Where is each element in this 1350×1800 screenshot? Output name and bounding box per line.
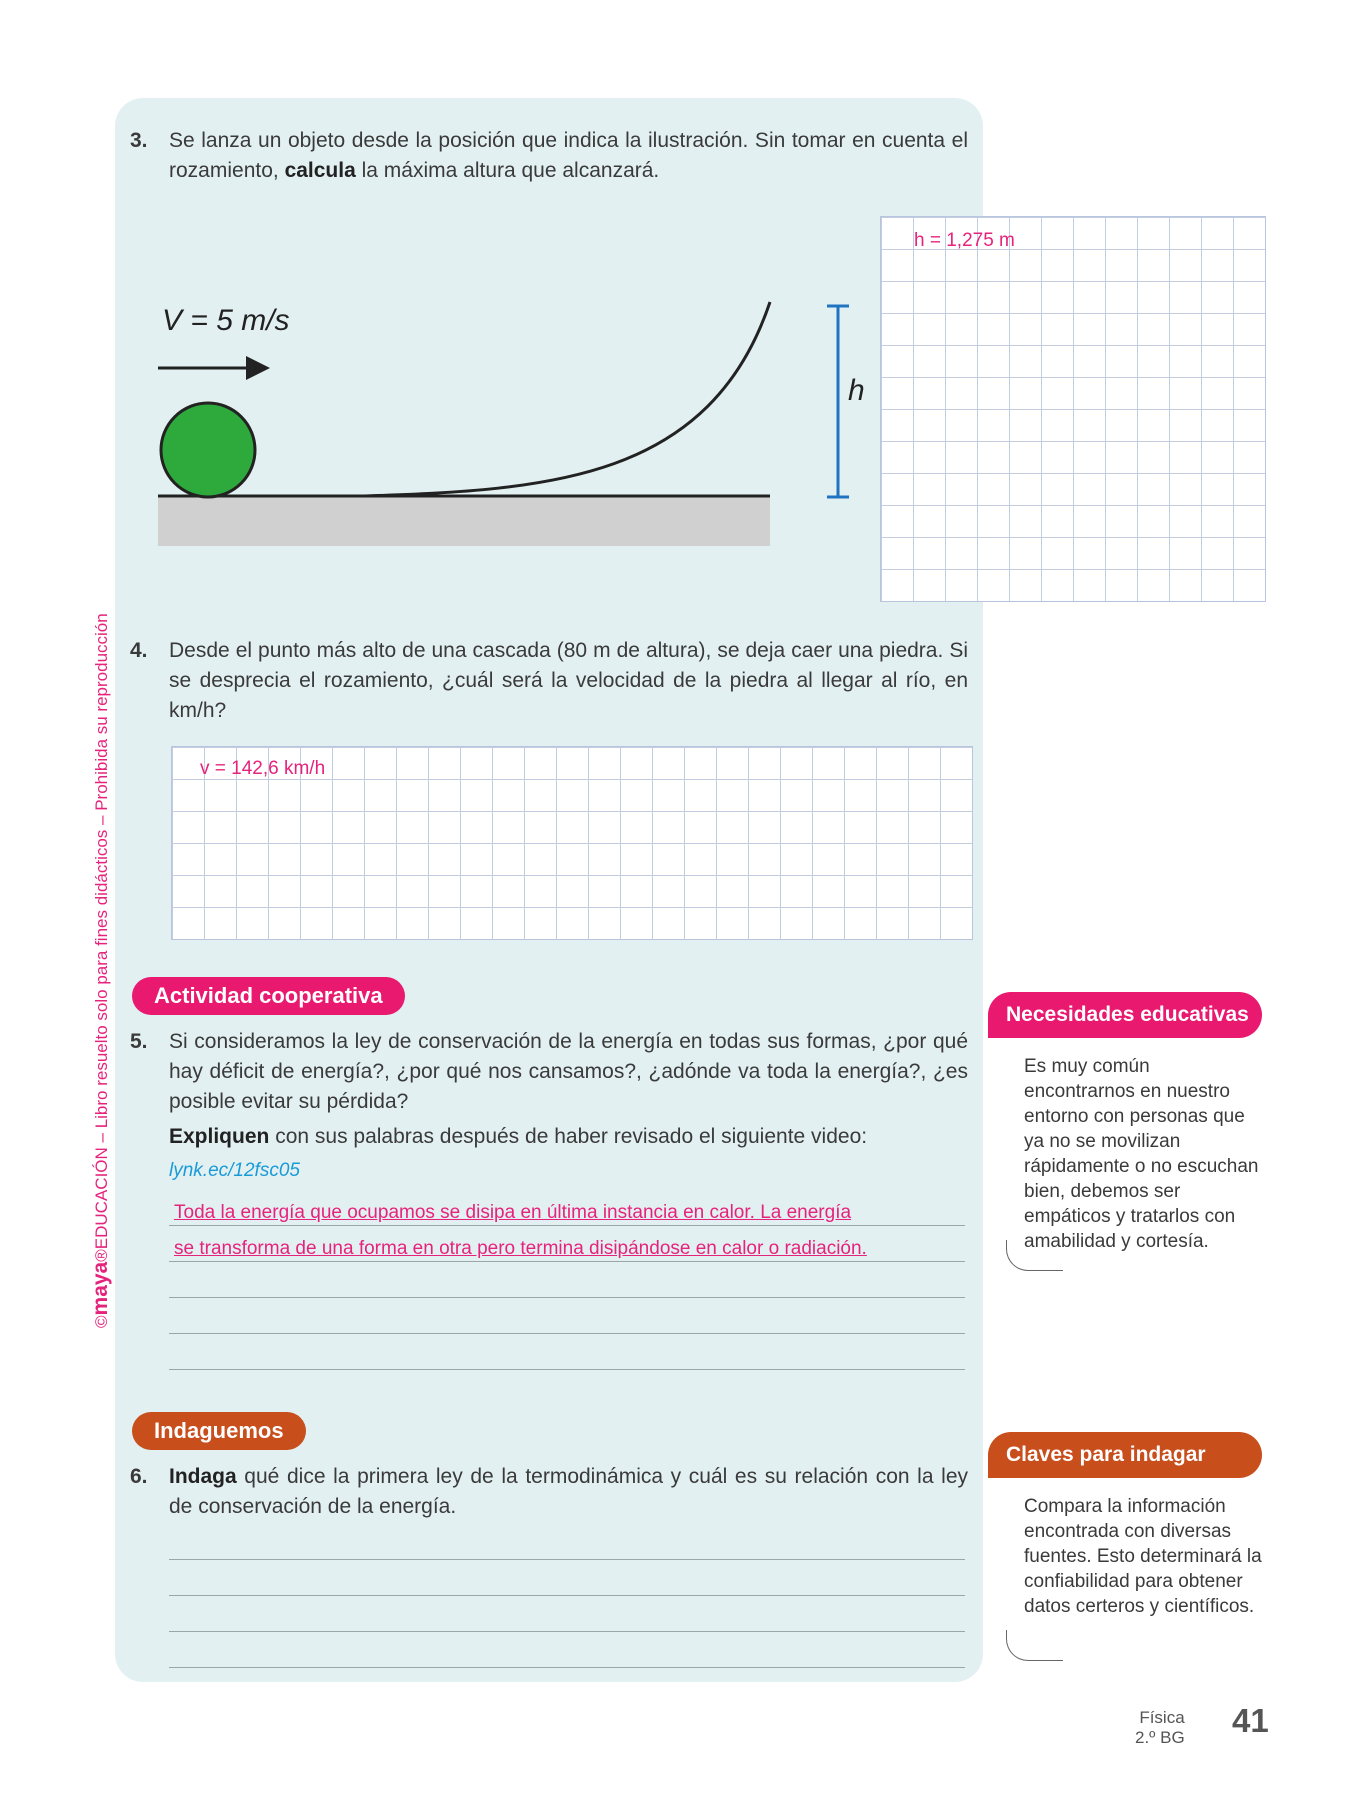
- answer-line[interactable]: [169, 1667, 965, 1668]
- keyword-calcula: calcula: [284, 159, 356, 182]
- question-4: [130, 636, 968, 732]
- answer-q5-line-2: se transforma de una forma en otra pero termina disipándose en calor o radiación.: [174, 1238, 867, 1259]
- page-number: 41: [1232, 1702, 1269, 1739]
- footer-subject: [1135, 1708, 1185, 1748]
- inquiry-label: Indaguemos: [132, 1412, 306, 1450]
- ground-block: [158, 496, 770, 546]
- height-label: h: [848, 374, 865, 407]
- registered-symbol: ®: [92, 1249, 111, 1262]
- question-number: 5.: [130, 1030, 148, 1053]
- subject-level: 2.º BG: [1135, 1728, 1185, 1747]
- inquiry-keys-corner: [1006, 1630, 1063, 1661]
- video-link[interactable]: lynk.ec/12fsc05: [169, 1160, 300, 1181]
- velocity-arrow-head: [246, 356, 270, 380]
- answer-line[interactable]: [169, 1631, 965, 1632]
- cooperative-activity-label: Actividad cooperativa: [132, 977, 405, 1015]
- velocity-label: V = 5 m/s: [162, 304, 290, 337]
- subject-name: Física: [1139, 1708, 1185, 1727]
- answer-q4: v = 142,6 km/h: [200, 758, 326, 779]
- ball: [161, 403, 255, 497]
- question-text: Se lanza un objeto desde la posición que indica la ilustración. Sin tomar en cuenta el rozamiento, calcula la máxima altura que alcanzará.: [169, 129, 968, 182]
- answer-line[interactable]: [169, 1559, 965, 1560]
- question-text: Indaga qué dice la primera ley de la termodinámica y cuál es su relación con la ley de conservación de la energía.: [169, 1465, 968, 1518]
- copyright-symbol: ©: [92, 1315, 111, 1328]
- special-needs-body: Es muy común encontrarnos en nuestro entorno con personas que ya no se movilizan rápidamente o no escuchan bien, debemos ser empáticos y tratarlos con amabilidad y cortesía.: [1024, 1056, 1259, 1252]
- ramp-curve: [365, 302, 770, 496]
- inquiry-keys-title: Claves para indagar: [988, 1432, 1262, 1478]
- question-5: [130, 1027, 968, 1119]
- question-number: 6.: [130, 1465, 148, 1488]
- answer-line[interactable]: [169, 1261, 965, 1262]
- height-bar: [827, 306, 849, 497]
- question-6: [130, 1462, 968, 1528]
- notice-text: EDUCACIÓN – Libro resuelto solo para fines didácticos – Prohibida su reproducción: [92, 613, 111, 1250]
- special-needs-corner: [1006, 1240, 1063, 1271]
- answer-line[interactable]: [169, 1369, 965, 1370]
- question-text: Desde el punto más alto de una cascada (80 m de altura), se deja caer una piedra. Si se desprecia el rozamiento, ¿cuál será la velocidad de la piedra al llegar al río, en km/h?: [169, 639, 968, 722]
- keyword-expliquen: Expliquen: [169, 1125, 270, 1148]
- inquiry-keys-body: Compara la información encontrada con diversas fuentes. Esto determinará la confiabilidad para obtener datos certeros y científicos.: [1024, 1496, 1262, 1617]
- answer-line[interactable]: [169, 1595, 965, 1596]
- answer-line[interactable]: [169, 1333, 965, 1334]
- answer-q3: h = 1,275 m: [914, 230, 1015, 251]
- question-3: [130, 126, 968, 192]
- answer-grid-q3[interactable]: [880, 216, 1266, 602]
- answer-q5-line-1: Toda la energía que ocupamos se disipa en última instancia en calor. La energía: [174, 1202, 852, 1223]
- answer-line[interactable]: [169, 1225, 965, 1226]
- brand-logo: maya: [89, 1261, 112, 1316]
- keyword-indaga: Indaga: [169, 1465, 237, 1488]
- question-5-instruction: Expliquen con sus palabras después de haber revisado el siguiente video:: [169, 1125, 868, 1148]
- answer-line[interactable]: [169, 1297, 965, 1298]
- question-text: Si consideramos la ley de conservación de la energía en todas sus formas, ¿por qué hay déficit de energía?, ¿por qué nos cansamos?, ¿adónde va toda la energía?, ¿es posible evitar su pérdida?: [169, 1030, 968, 1113]
- special-needs-title: Necesidades educativas: [988, 992, 1262, 1038]
- question-number: 4.: [130, 639, 148, 662]
- question-number: 3.: [130, 129, 148, 152]
